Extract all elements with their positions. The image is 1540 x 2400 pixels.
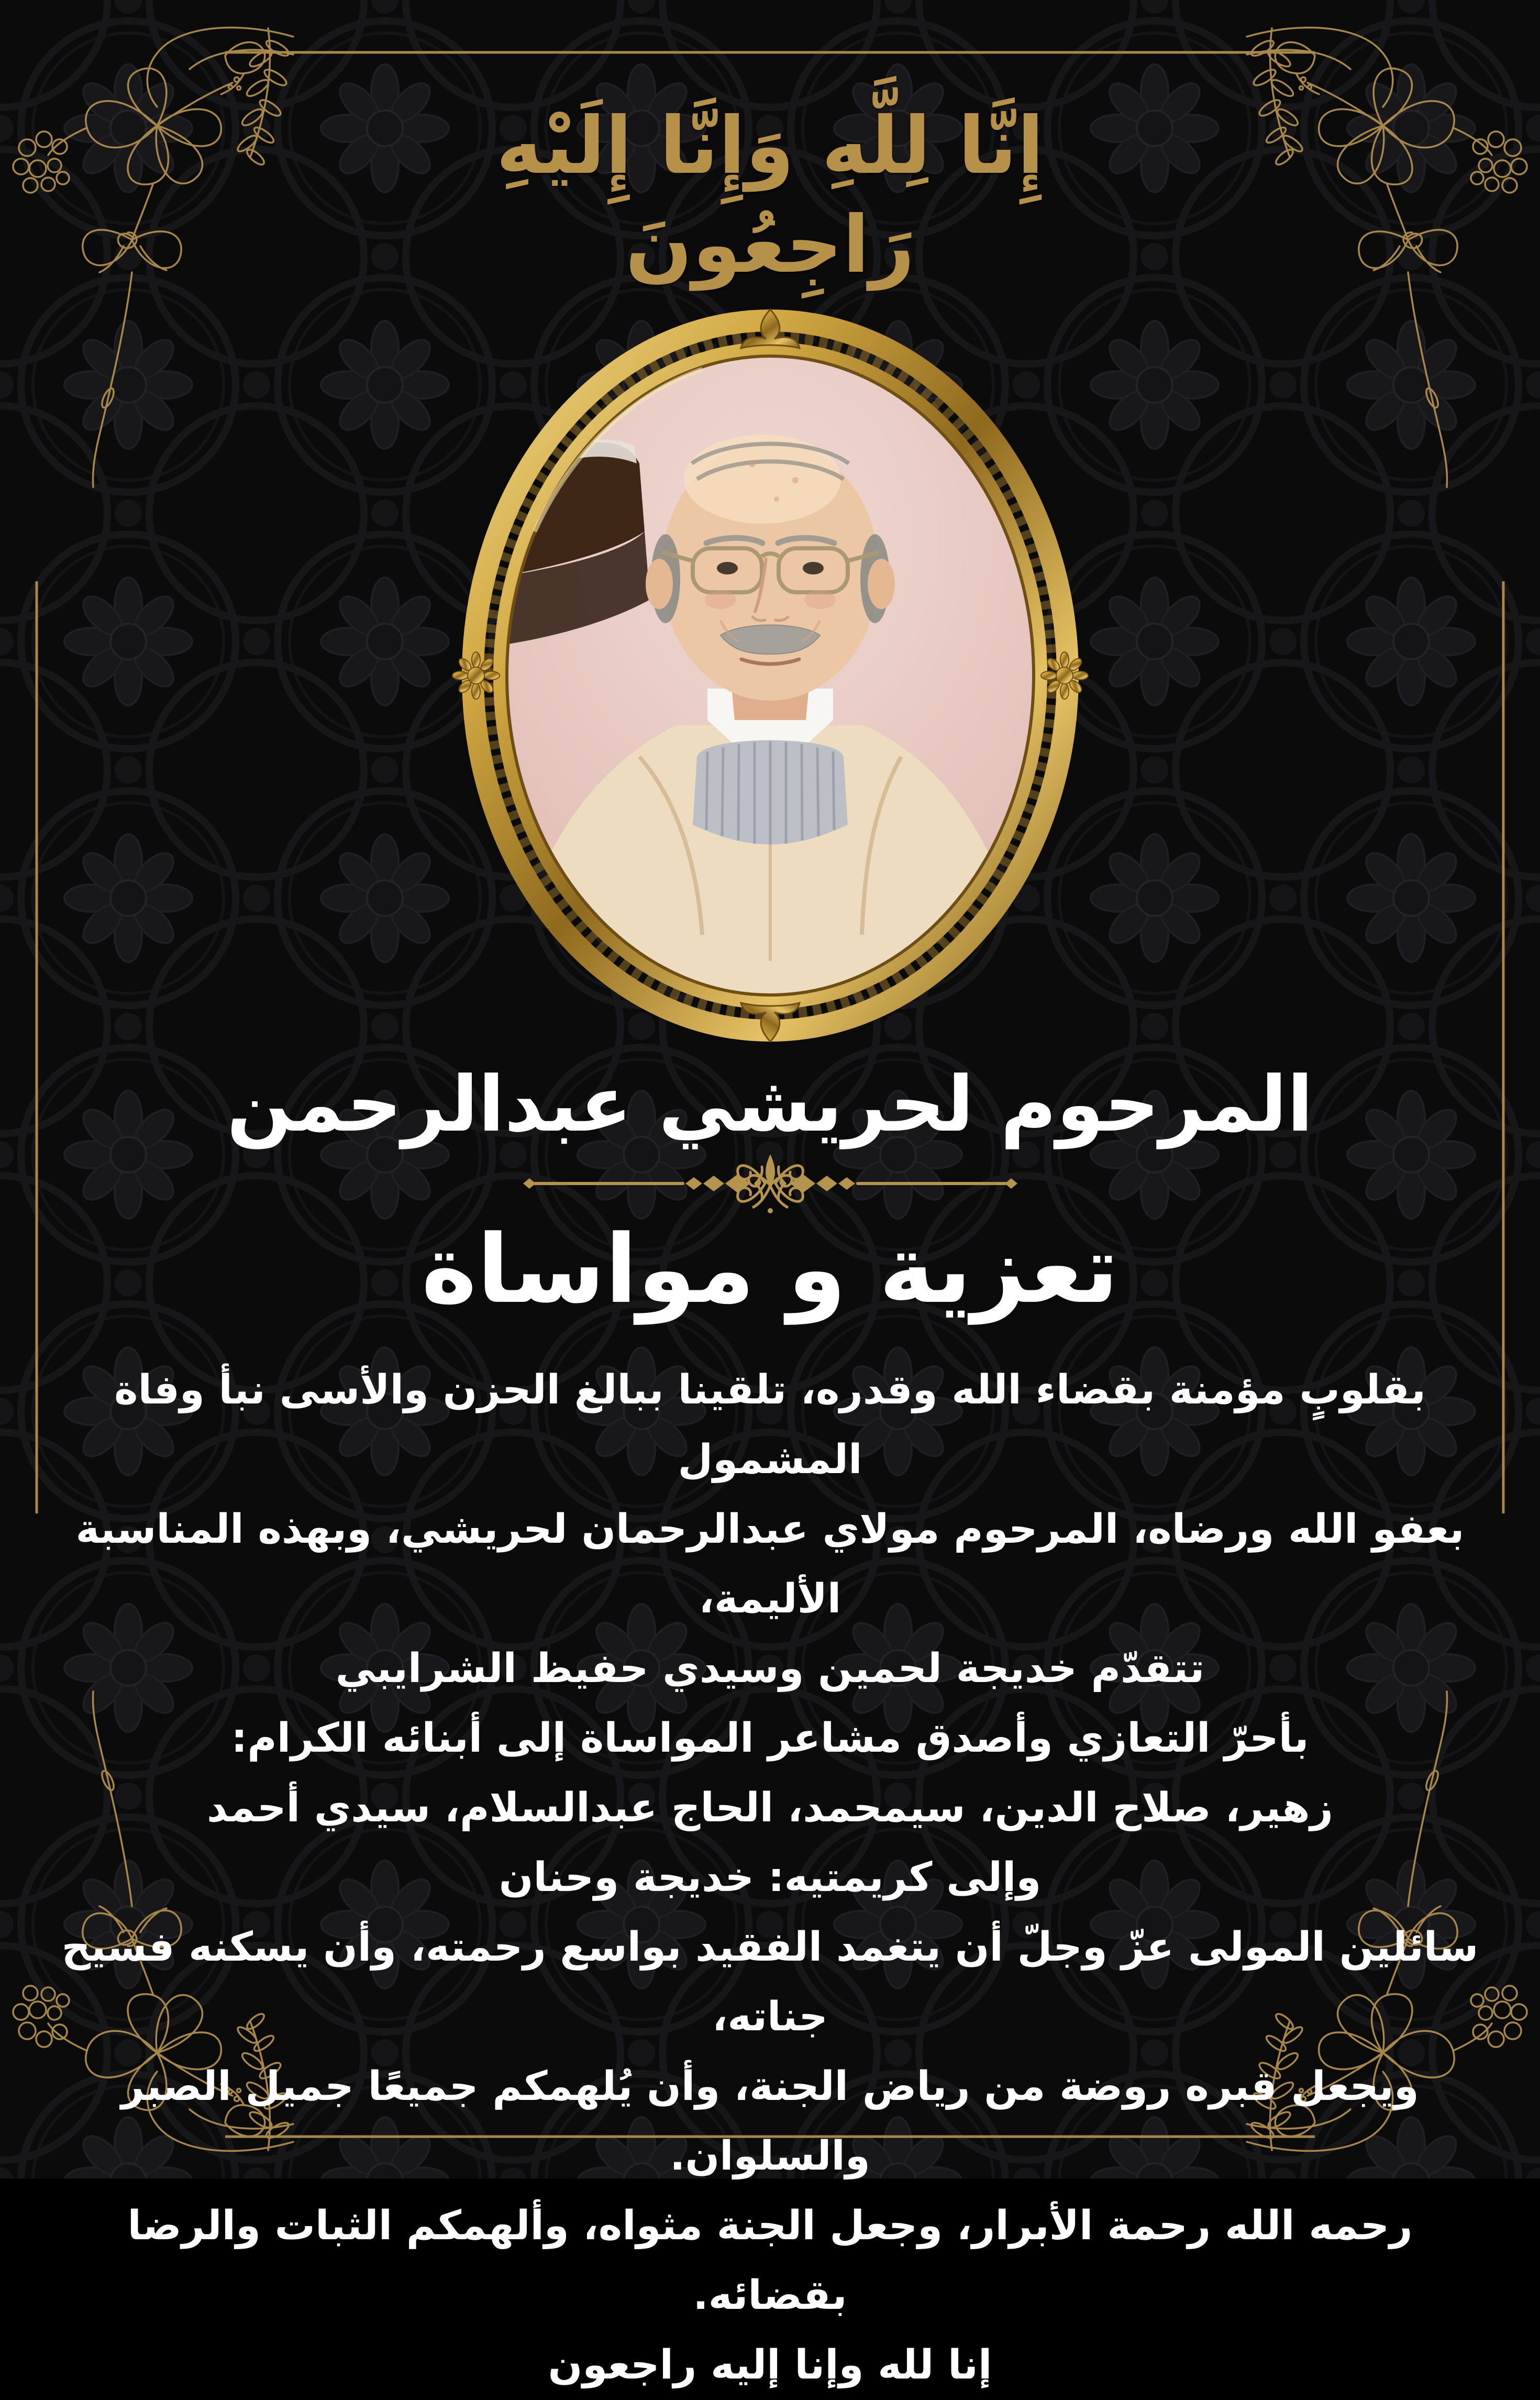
condolence-line: سائلين المولى عزّ وجلّ أن يتغمد الفقيد بواسع رحمته، وأن يسكنه فسيح جناته، [61,1924,1479,2040]
condolence-line: زهير، صلاح الدين، سيمحمد، الحاج عبدالسلام، سيدي أحمد [207,1785,1333,1831]
ornamental-divider-icon [519,1150,1022,1218]
condolence-text [56,1355,1485,2400]
condolence-line: ويجعل قبره روضة من رياض الجنة، وأن يُلهمكم جميعًا جميل الصبر والسلوان. [121,2063,1419,2180]
condolence-line: بعفو الله ورضاه، المرحوم مولاي عبدالرحمان لحريشي، وبهذه المناسبة الأليمة، [75,1506,1465,1622]
condolence-line: وإلى كريمتيه: خديجة وحنان [498,1854,1042,1901]
condolence-line: بقلوبٍ مؤمنة بقضاء الله وقدره، تلقينا ببالغ الحزن والأسى نبأ وفاة المشمول [114,1367,1426,1483]
istirja-calligraphy: إِنَّا لِلَّهِ وَإِنَّا إِلَيْهِ رَاجِعُونَ [496,101,1044,291]
condolence-line: تتقدّم خديجة لحمين وسيدي حفيظ الشرايبي [335,1645,1205,1692]
portrait-frame [456,306,1084,1045]
frame-left-rosette [452,652,500,699]
deceased-name: المرحوم لحريشي عبدالرحمن [227,1060,1313,1149]
condolence-line: إنا لله وإنا إليه راجعون [548,2342,992,2388]
condolence-line: بأحرّ التعازي وأصدق مشاعر المواساة إلى أبنائه الكرام: [231,1715,1309,1762]
frame-right-rosette [1041,652,1088,699]
condolence-heading: تعزية و مواساة [421,1215,1119,1324]
condolence-line: رحمه الله رحمة الأبرار، وجعل الجنة مثواه، وألهمكم الثبات والرضا بقضائه. [127,2203,1413,2319]
